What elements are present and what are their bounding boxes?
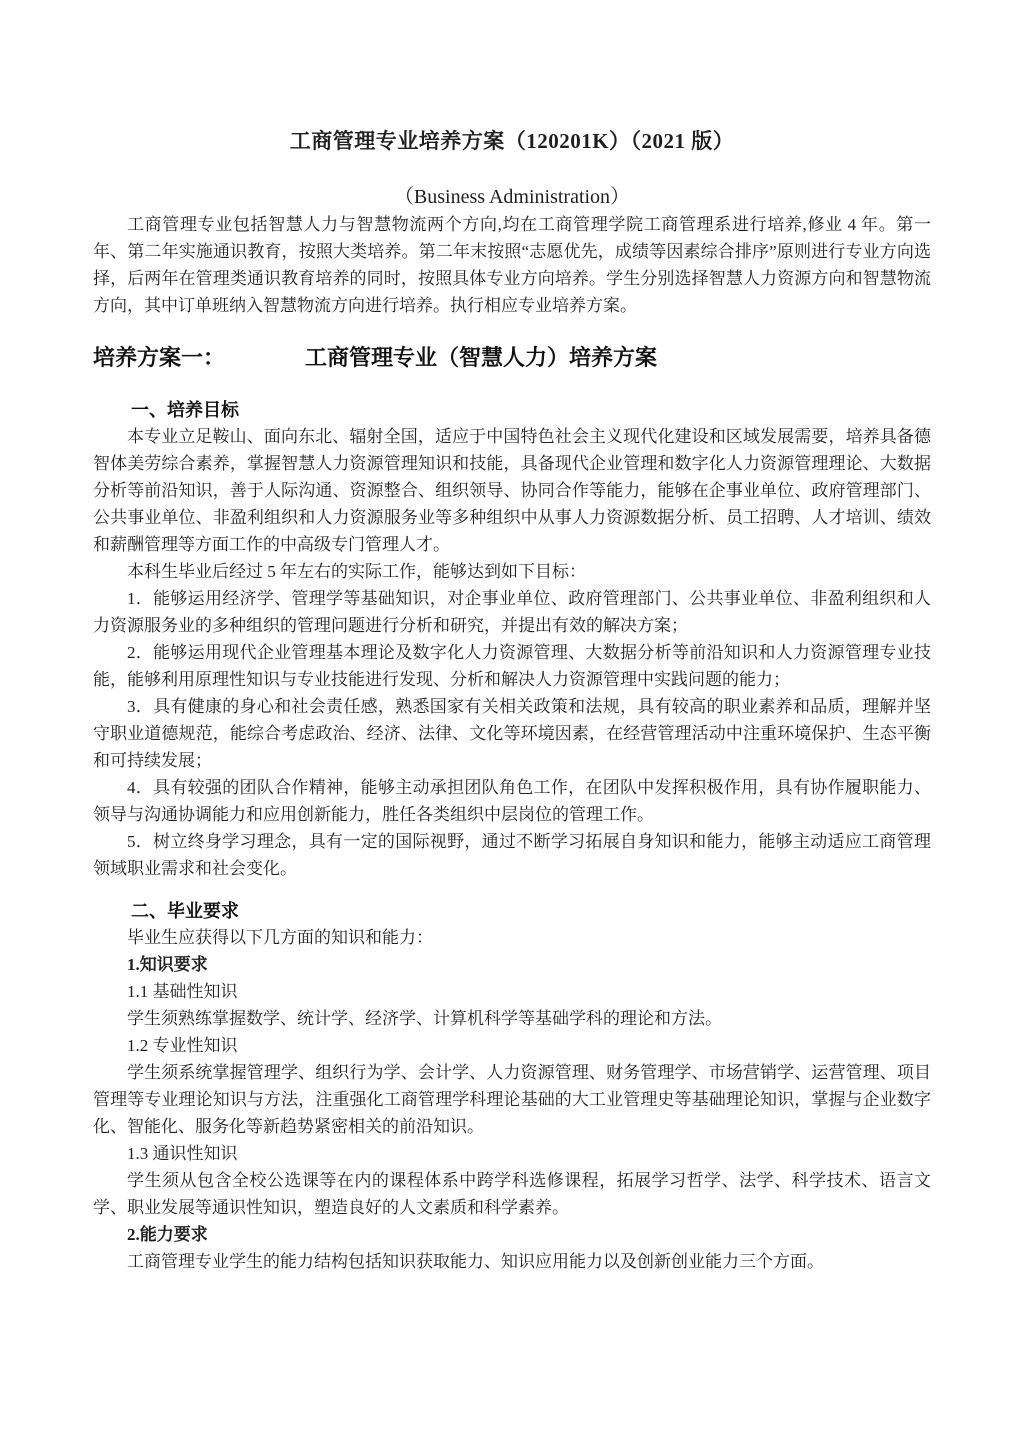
- goal-item: 3．具有健康的身心和社会责任感，熟悉国家有关相关政策和法规，具有较高的职业素养和品质，理解并坚守职业道德规范，能综合考虑政治、经济、法律、文化等环境因素，在经营管理活动中注重环境保护、生态平衡和可持续发展；: [93, 697, 931, 770]
- knowledge-general-title: 1.3 通识性知识: [127, 1144, 238, 1163]
- goals-lead-paragraph: 本科生毕业后经过 5 年左右的实际工作，能够达到如下目标：: [127, 562, 586, 581]
- goal-item: 1．能够运用经济学、管理学等基础知识，对企事业单位、政府管理部门、公共事业单位、非盈利组织和人力资源服务业的多种组织的管理问题进行分析和研究，并提出有效的解决方案；: [93, 589, 931, 635]
- ability-requirements-text: 工商管理专业学生的能力结构包括知识获取能力、知识应用能力以及创新创业能力三个方面。: [127, 1252, 824, 1271]
- knowledge-basic-title: 1.1 基础性知识: [127, 982, 238, 1001]
- document-subtitle-english: （Business Administration）: [393, 186, 631, 208]
- requirements-lead-paragraph: 毕业生应获得以下几方面的知识和能力：: [127, 928, 433, 947]
- section-heading-graduation-requirements: 二、毕业要求: [131, 901, 239, 921]
- knowledge-requirements-heading: 1.知识要求: [127, 955, 208, 974]
- goal-item: 4．具有较强的团队合作精神，能够主动承担团队角色工作，在团队中发挥积极作用，具有协作履职能力、领导与沟通协调能力和应用创新能力，胜任各类组织中层岗位的管理工作。: [93, 778, 931, 824]
- knowledge-professional-text: 学生须系统掌握管理学、组织行为学、会计学、人力资源管理、财务管理学、市场营销学、运营管理、项目管理等专业理论知识与方法，注重强化工商管理学科理论基础的大工业管理史等基础理论知识，掌握与企业数字化、智能化、服务化等新趋势紧密相关的前沿知识。: [93, 1063, 931, 1136]
- plan-one-title: 工商管理专业（智慧人力）培养方案: [305, 345, 658, 370]
- plan-one-heading: [93, 343, 931, 373]
- document-title: 工商管理专业培养方案（120201K）（2021 版）: [289, 129, 735, 153]
- plan-one-label: 培养方案一：: [93, 345, 226, 370]
- knowledge-basic-text: 学生须熟练掌握数学、统计学、经济学、计算机科学等基础学科的理论和方法。: [127, 1009, 722, 1028]
- ability-requirements-heading: 2.能力要求: [127, 1225, 208, 1244]
- goals-list: [93, 585, 931, 882]
- knowledge-general-text: 学生须从包含全校公选课等在内的课程体系中跨学科选修课程，拓展学习哲学、法学、科学技术、语言文学、职业发展等通识性知识，塑造良好的人文素质和科学素养。: [93, 1171, 931, 1217]
- section-heading-training-objectives: 一、培养目标: [131, 400, 239, 420]
- goal-item: 2．能够运用现代企业管理基本理论及数字化人力资源管理、大数据分析等前沿知识和人力资源管理专业技能，能够利用原理性知识与专业技能进行发现、分析和解决人力资源管理中实践问题的能力；: [93, 643, 931, 689]
- training-objectives-paragraph: 本专业立足鞍山、面向东北、辐射全国，适应于中国特色社会主义现代化建设和区域发展需要，培养具备德智体美劳综合素养，掌握智慧人力资源管理知识和技能，具备现代企业管理和数字化人力资源管理理论、大数据分析等前沿知识，善于人际沟通、资源整合、组织领导、协同合作等能力，能够在企事业单位、政府管理部门、公共事业单位、非盈利组织和人力资源服务业等多种组织中从事人力资源数据分析、员工招聘、人才培训、绩效和薪酬管理等方面工作的中高级专门管理人才。: [93, 427, 931, 554]
- intro-paragraph: 工商管理专业包括智慧人力与智慧物流两个方向,均在工商管理学院工商管理系进行培养,修业 4 年。第一年、第二年实施通识教育，按照大类培养。第二年末按照“志愿优先，成绩等因素综合排序”原则进行专业方向选择，后两年在管理类通识教育培养的同时，按照具体专业方向培养。学生分别选择智慧人力资源方向和智慧物流方向，其中订单班纳入智慧物流方向进行培养。执行相应专业培养方案。: [93, 215, 931, 315]
- knowledge-professional-title: 1.2 专业性知识: [127, 1036, 238, 1055]
- goal-item: 5．树立终身学习理念，具有一定的国际视野，通过不断学习拓展自身知识和能力，能够主动适应工商管理领域职业需求和社会变化。: [93, 832, 931, 878]
